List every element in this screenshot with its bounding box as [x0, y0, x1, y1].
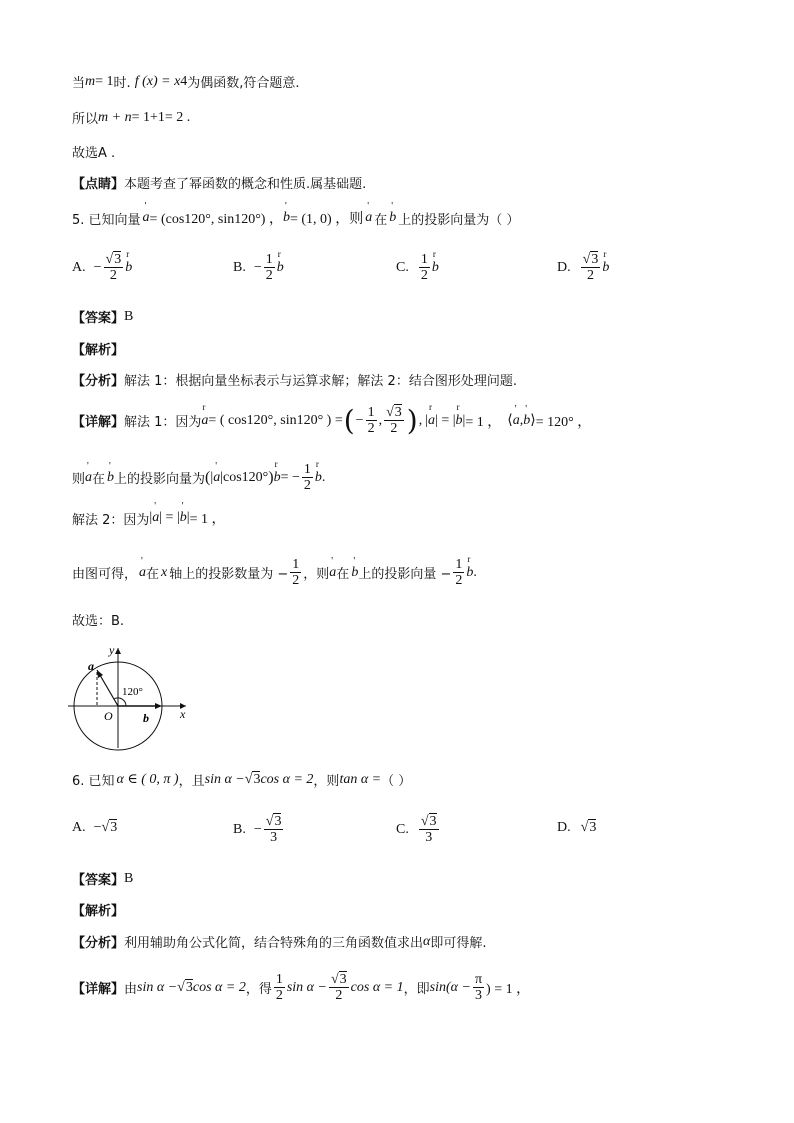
math: −	[355, 412, 364, 428]
math: cos α = 2	[260, 771, 314, 787]
fig-label-angle: 120°	[122, 686, 143, 698]
abs-bar: |	[425, 412, 429, 428]
text: 在	[374, 212, 388, 228]
fraction: $\frac{√3}{2}$	[386, 405, 402, 436]
fraction: $\frac{√3}{3}$	[265, 814, 282, 845]
section-tag: 【分析】	[72, 936, 125, 951]
vector-a: r a	[201, 413, 208, 429]
math: sin α −	[286, 979, 327, 995]
option-a[interactable]	[72, 820, 117, 836]
vector-b: r b	[456, 413, 463, 429]
text-line	[72, 108, 190, 127]
math: −	[93, 259, 102, 275]
section-tag: 【答案】	[72, 311, 125, 326]
vector-a: ' a	[152, 510, 159, 526]
answer-value: B	[124, 870, 134, 886]
text-line	[72, 370, 517, 389]
math: √3	[177, 979, 193, 995]
fraction: $\frac{1}{2}$	[303, 462, 311, 493]
answer-line	[72, 869, 133, 888]
abs-bar: |	[452, 412, 456, 428]
section-tag: 【分析】	[72, 374, 125, 389]
vector-a: ' a	[365, 210, 372, 226]
text-line	[72, 900, 124, 919]
text: 由	[124, 982, 138, 997]
math: m + n	[98, 109, 132, 125]
vector-a: ' a	[85, 470, 92, 486]
text-line	[72, 557, 477, 588]
fraction: $\frac{1}{2}$	[275, 972, 283, 1003]
text: 上的投影向量为	[114, 472, 206, 487]
math: =	[437, 412, 453, 428]
math: α ∈ ( 0, π )	[116, 772, 179, 787]
fraction: $\frac{1}{2}$	[367, 405, 375, 436]
vector-a: ' a	[143, 210, 150, 226]
unit-circle-figure	[64, 640, 194, 752]
option-c[interactable]	[396, 814, 441, 845]
section-tag: 【答案】	[72, 873, 125, 888]
math: cos α = 2	[192, 979, 246, 995]
math: = 1	[95, 73, 114, 89]
vector-b: r b	[315, 470, 322, 486]
text: ，即	[403, 982, 430, 997]
section-tag: 【详解】	[72, 982, 125, 997]
text-line	[72, 72, 300, 91]
text: 则	[72, 472, 86, 487]
section-tag: 【解析】	[72, 904, 125, 919]
text: 故选A .	[72, 146, 116, 161]
option-label: C.	[396, 259, 409, 275]
vector-b: r b	[274, 470, 281, 486]
math: = 120° ，	[535, 414, 592, 430]
math: ,	[378, 412, 383, 428]
option-b[interactable]	[233, 252, 284, 283]
option-label: B.	[233, 259, 246, 275]
text: 轴上的投影数量为 −	[169, 567, 289, 582]
text-line	[72, 932, 487, 951]
text-line	[72, 610, 124, 629]
math: = 1 ，	[189, 512, 226, 527]
option-label: D.	[557, 820, 571, 835]
section-tag: 【点睛】	[72, 177, 125, 192]
text: 当	[72, 76, 86, 91]
fig-label-x: x	[180, 707, 186, 721]
text: 6. 已知	[72, 774, 115, 789]
fraction: $\frac{√3}{2}$	[105, 252, 122, 283]
math: = 1 ，	[465, 414, 502, 430]
vector-b: ' b	[523, 413, 530, 429]
option-a[interactable]	[72, 252, 132, 283]
math: √3	[101, 820, 118, 835]
math: .	[321, 469, 326, 485]
paren: (	[205, 468, 211, 486]
math: −	[253, 821, 262, 837]
vector-b: r b	[432, 260, 439, 276]
abs-bar: |	[186, 510, 190, 525]
vector-b: ' b	[389, 210, 396, 226]
fig-label-origin: O	[104, 709, 113, 723]
y-axis-arrow	[115, 648, 121, 654]
text: 由图可得，	[72, 567, 138, 582]
vector-b: ' b	[107, 470, 114, 486]
option-label: B.	[233, 821, 246, 837]
option-d[interactable]	[557, 252, 609, 283]
paren: )	[406, 403, 418, 437]
question-5-stem	[72, 208, 519, 228]
option-label: C.	[396, 821, 409, 837]
abs-bar: |	[435, 412, 438, 428]
math: sin α −	[137, 979, 178, 995]
math: = (cos120°, sin120°) ，	[149, 212, 283, 227]
fig-label-y: y	[109, 643, 115, 657]
vector-a: ' a	[513, 413, 520, 429]
math: = (1, 0) ，则	[289, 212, 364, 227]
fig-label-b: b	[143, 711, 149, 725]
text: ，得	[245, 982, 272, 997]
answer-value: B	[124, 308, 134, 324]
math: cos120°	[223, 469, 269, 485]
fraction: $\frac{√3}{2}$	[582, 252, 599, 283]
vector-b: r b	[277, 260, 284, 276]
vector-b: ' b	[351, 565, 358, 581]
text: 为偶函数,符合题意.	[187, 76, 300, 91]
text: 在	[92, 472, 106, 487]
angle-bracket: ⟩	[530, 413, 536, 428]
option-label: A.	[72, 820, 86, 835]
text-line	[72, 972, 530, 1003]
answer-line	[72, 307, 133, 326]
option-d[interactable]	[557, 820, 596, 836]
fig-label-a: a	[88, 659, 94, 673]
text: 在	[146, 567, 160, 582]
fraction: $\frac{1}{2}$	[265, 252, 273, 283]
math: m	[85, 73, 96, 89]
math: ,	[519, 412, 524, 428]
section-tag: 【详解】	[72, 415, 125, 430]
fraction: $\frac{1}{2}$	[455, 557, 463, 588]
paren: (	[343, 403, 355, 437]
option-c[interactable]	[396, 252, 439, 283]
math: = −	[280, 469, 300, 485]
text-line	[72, 405, 591, 436]
text: （ ）	[381, 774, 412, 789]
vector-b: r b	[602, 260, 609, 276]
text: 利用辅助角公式化简，结合特殊角的三角函数值求出	[124, 936, 424, 951]
vector-b: ' b	[283, 210, 290, 226]
text-line	[72, 462, 325, 493]
vector-a-arrowhead	[97, 670, 103, 678]
vector-a: ' a	[139, 565, 146, 581]
text-line	[72, 142, 115, 161]
math: = 1+1= 2 .	[131, 109, 191, 125]
abs-bar: |	[159, 510, 163, 525]
text: ，则	[313, 774, 340, 789]
fraction: $\frac{√3}{3}$	[420, 814, 437, 845]
fraction: $\frac{1}{2}$	[420, 252, 428, 283]
angle-bracket: ⟨	[507, 413, 513, 428]
text: 本题考查了幂函数的概念和性质.属基础题.	[124, 177, 367, 192]
text: 5. 已知向量	[72, 212, 141, 228]
fraction: $\frac{√3}{2}$	[330, 972, 347, 1003]
fraction: $\frac{\pi}{3}$	[474, 972, 483, 1003]
question-6-stem	[72, 770, 411, 789]
text: 所以	[72, 112, 99, 127]
math: x	[161, 564, 168, 580]
text: 解法 2：因为	[72, 512, 150, 528]
text: 故选：B.	[72, 614, 125, 629]
math: .	[473, 564, 477, 580]
vector-a: ' a	[213, 470, 220, 486]
math: =	[162, 510, 177, 525]
abs-bar: |	[149, 510, 153, 525]
math: −	[253, 259, 262, 275]
math: −	[93, 820, 102, 835]
math-exponent: 4	[180, 73, 188, 89]
vector-a: ' a	[329, 565, 336, 581]
math: √3	[580, 820, 597, 835]
text: 解法 1：根据向量坐标表示与运算求解；解法 2：结合图形处理问题.	[124, 374, 517, 389]
text: ，则	[303, 567, 330, 582]
vector-a: r a	[428, 413, 435, 429]
text-line	[72, 173, 366, 192]
math: f (x) = x	[134, 73, 181, 89]
text: 上的投影向量 −	[358, 567, 452, 582]
text-line	[72, 508, 225, 528]
text: 时.	[113, 76, 131, 91]
text: 解法 1：因为	[124, 415, 202, 430]
math: ) = 1 ，	[486, 981, 531, 997]
paren: )	[268, 468, 274, 486]
text: 在	[336, 567, 350, 582]
option-label: A.	[72, 259, 86, 275]
abs-bar: |	[210, 469, 214, 485]
vector-b: ' b	[180, 510, 187, 526]
math: α	[423, 933, 431, 949]
vector-b-arrowhead	[155, 703, 162, 709]
option-label: D.	[557, 259, 571, 275]
text: 即可得解.	[430, 936, 487, 951]
math: tan α =	[339, 771, 382, 787]
math: cos α = 1	[350, 979, 404, 995]
abs-bar: |	[176, 510, 180, 525]
math: sin α −	[204, 771, 245, 787]
section-tag: 【解析】	[72, 343, 125, 358]
math: ,	[418, 412, 423, 428]
text: ，且	[178, 774, 205, 789]
option-b[interactable]	[233, 814, 285, 845]
text: 上的投影向量为（ ）	[398, 212, 520, 228]
math: sin(α −	[429, 979, 471, 995]
abs-bar: |	[462, 412, 466, 428]
vector-b: r b	[466, 565, 473, 581]
fraction: $\frac{1}{2}$	[292, 557, 300, 588]
text-line	[72, 339, 124, 358]
vector-b: r b	[125, 260, 132, 276]
math: = ( cos120°, sin120° ) =	[208, 412, 343, 428]
abs-bar: |	[220, 469, 223, 485]
math: √3	[244, 771, 261, 787]
